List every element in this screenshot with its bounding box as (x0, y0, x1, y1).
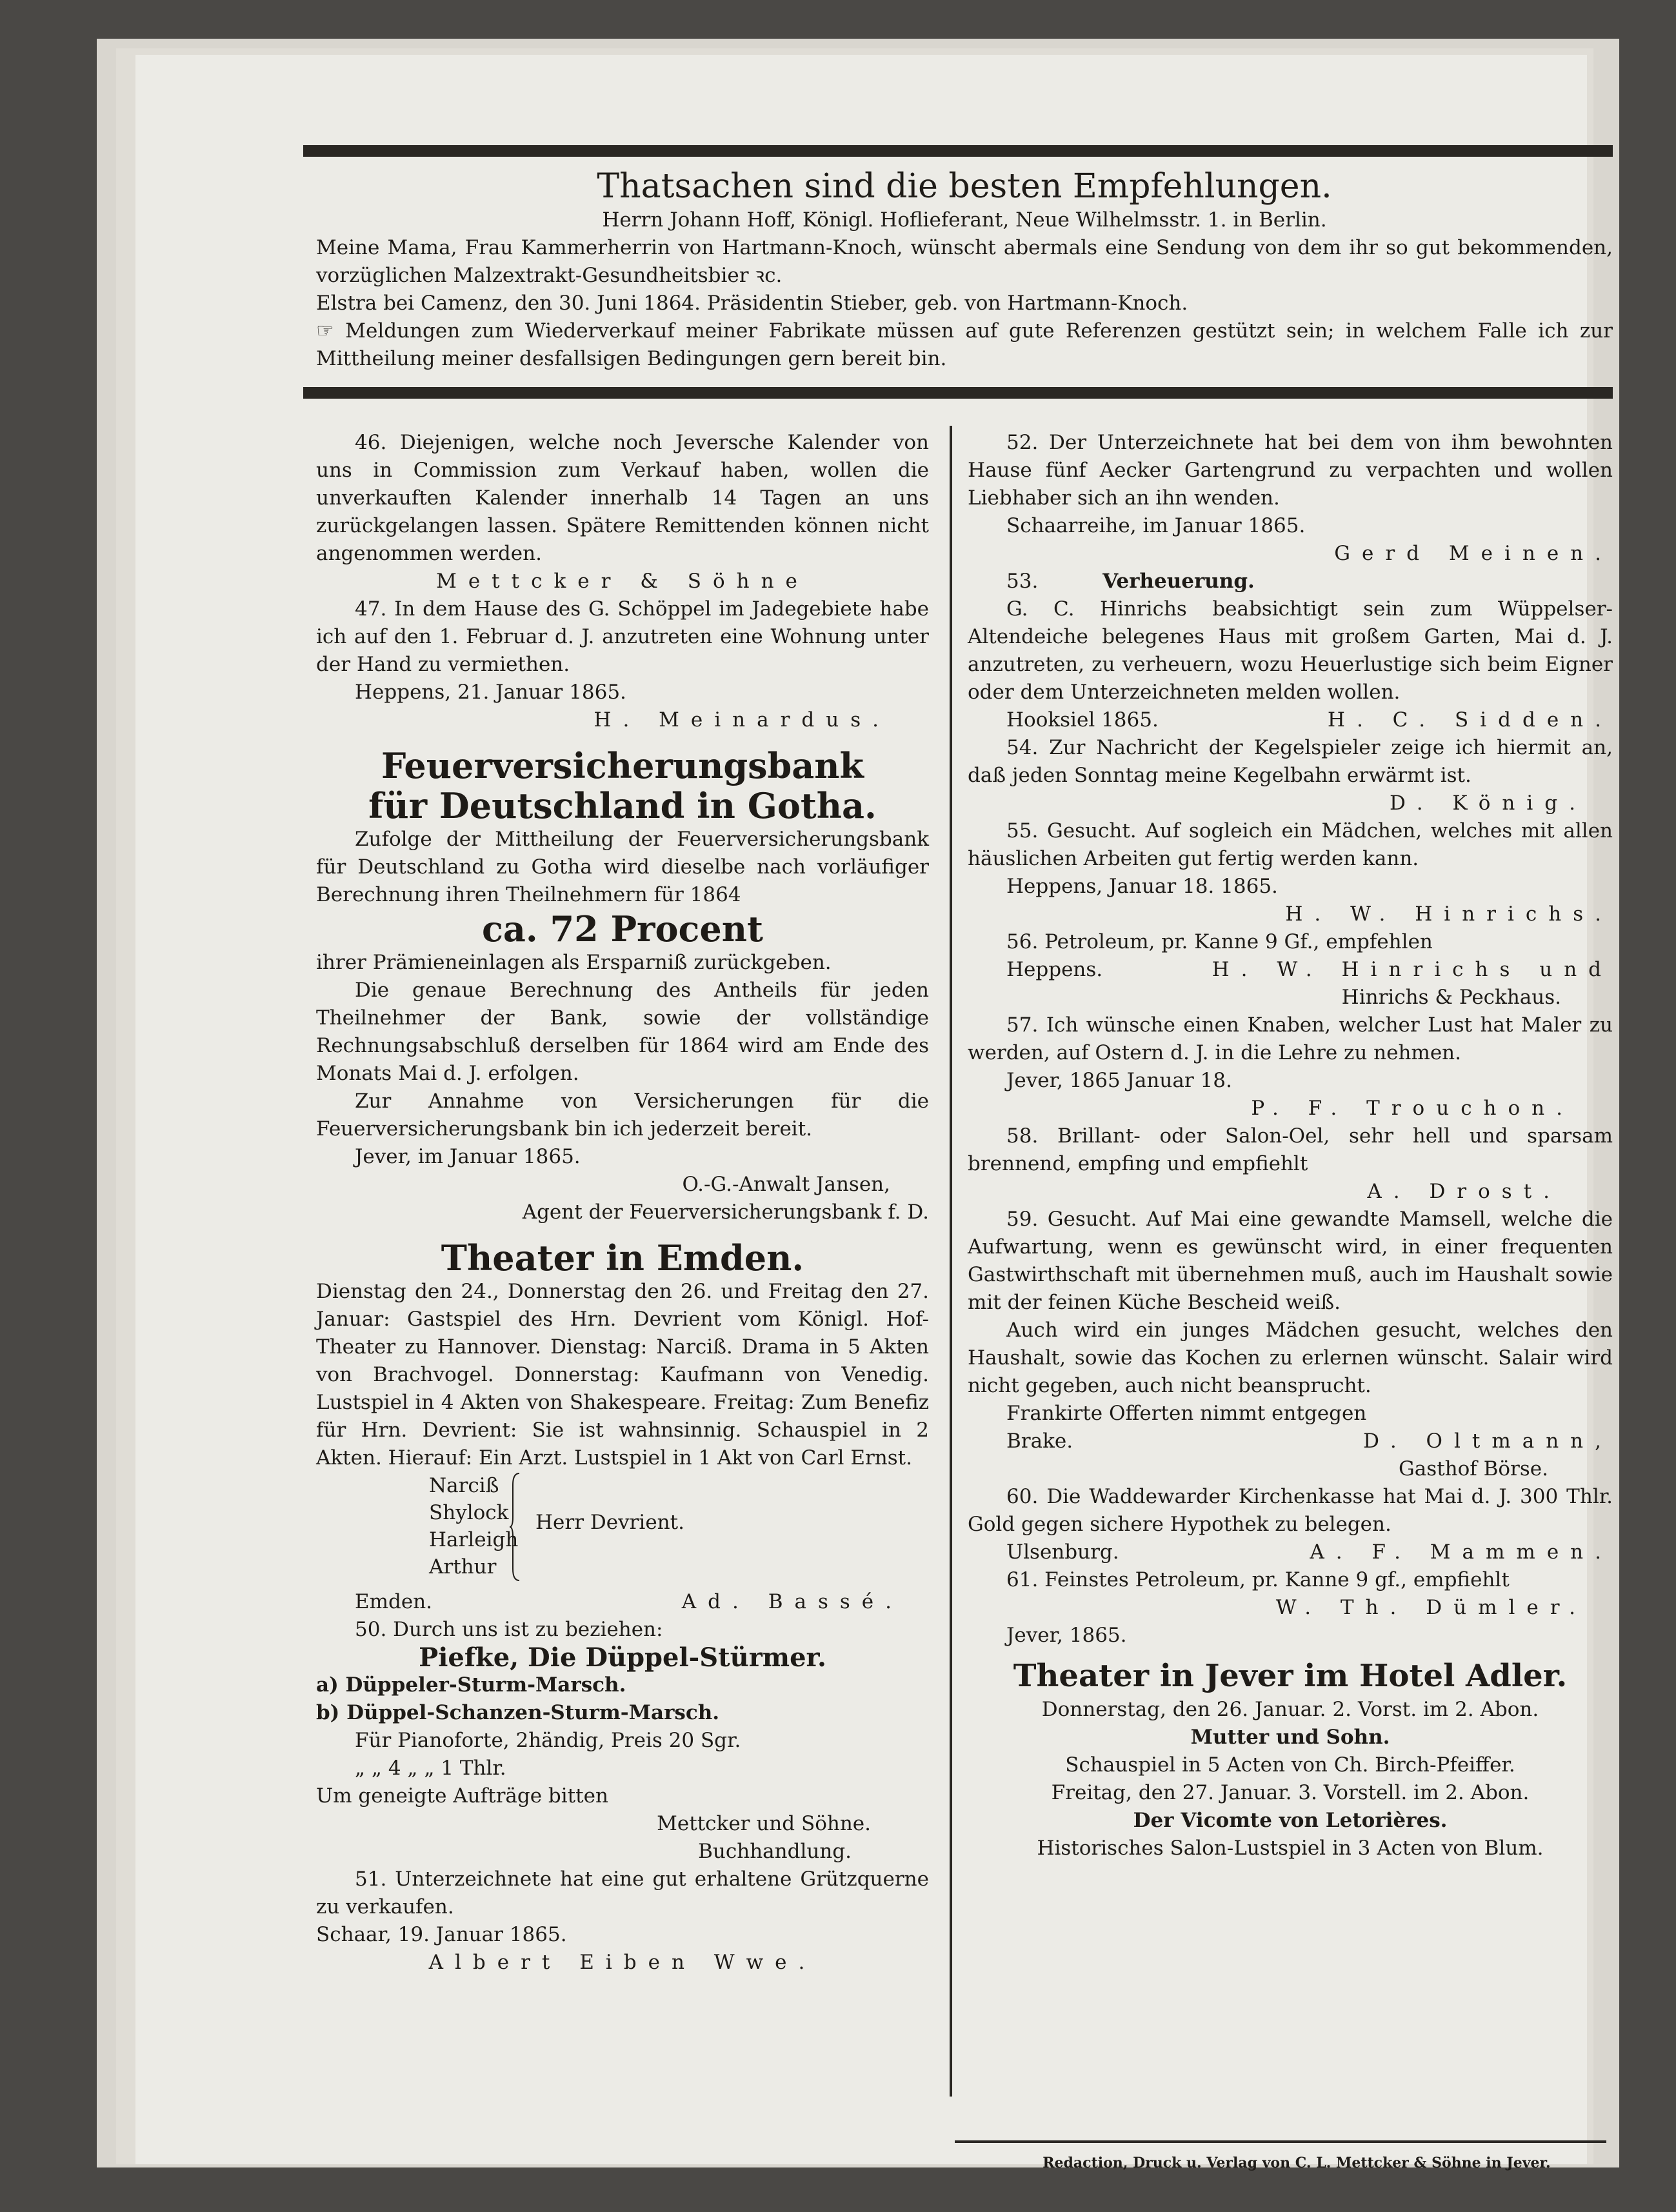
notice-47-signature: H. Meinardus. (594, 708, 890, 732)
notice-55: 55. Gesucht. Auf sogleich ein Mädchen, welches mit allen häuslichen Arbeiten gut fertig werden kann. (968, 819, 1613, 870)
notice-50: 50. Durch uns ist zu beziehen: (355, 1618, 663, 1641)
notice-57: 57. Ich wünsche einen Knaben, welcher Lust hat Maler zu werden, auf Ostern d. J. in die Lehre zu nehmen. (968, 1013, 1613, 1064)
role-name: Arthur (429, 1555, 497, 1579)
notice-46: 46. Diejenigen, welche noch Jeversche Kalender von uns in Commission zum Verkauf haben, wollen die unverkauften Kalender innerhalb 14 Tagen an uns zurückgelangen lassen. Spätere Remittenden können nicht angenommen werden. (316, 431, 929, 565)
footer-rule (955, 2140, 1606, 2143)
roles-block (316, 1472, 929, 1588)
column-divider (950, 426, 952, 2097)
role-name: Harleigh (429, 1528, 519, 1551)
notice-60-place: Ulsenburg. (1006, 1540, 1119, 1564)
header-line4: ☞ Meldungen zum Wiederverkauf meiner Fabrikate müssen auf gute Referenzen gestützt sein; in welchem Falle ich zur Mittheilung meiner desfallsigen Bedingungen gern bereit bin. (316, 319, 1613, 370)
notice-59-footer (968, 1428, 1613, 1455)
notice-56-signature-2: Hinrichs & Peckhaus. (1341, 986, 1561, 1009)
role-name: Shylock (429, 1501, 509, 1524)
role-person: Herr Devrient. (535, 1511, 684, 1534)
notice-54: 54. Zur Nachricht der Kegelspieler zeige ich hiermit an, daß jeden Sonntag meine Kegelbahn erwärmt ist. (968, 736, 1613, 787)
insurance-signature-2: Agent der Feuerversicherungsbank f. D. (522, 1201, 929, 1224)
header-block (316, 166, 1613, 373)
notice-54-signature: D. König. (1389, 792, 1587, 815)
notice-50-price-1: Für Pianoforte, 2händig, Preis 20 Sgr. (355, 1729, 741, 1752)
notice-58-signature: A. Drost. (1367, 1180, 1561, 1203)
notice-50-request: Um geneigte Aufträge bitten (316, 1784, 608, 1808)
theater-jever-line3: Schauspiel in 5 Acten von Ch. Birch-Pfeiffer. (1065, 1753, 1515, 1777)
notice-53-number: 53. (1006, 570, 1039, 593)
theater-emden-text: Dienstag den 24., Donnerstag den 26. und Freitag den 27. Januar: Gastspiel des Hrn. Devrient vom Königl. Hof-Theater zu Hannover. Dienstag: Narciß. Drama in 5 Akten von Brachvogel. Donnerstag: Kaufmann von Venedig. Lustspiel in 4 Akten von Shakespeare. Freitag: Zum Benefiz für Hrn. Devrient: Sie ist wahnsinnig. Schauspiel in 2 Akten. Hierauf: Ein Arzt. Lustspiel in 1 Akt von Carl Ernst. (316, 1280, 929, 1470)
notice-53: G. C. Hinrichs beabsichtigt sein zum Wüppelser-Altendeiche belegenes Haus mit großem Garten, Mai d. J. anzutreten, zu verheuern, wozu Heuerlustige sich beim Eigner oder dem Unterzeichneten melden wollen. (968, 597, 1613, 704)
notice-60-signature: A. F. Mammen. (1310, 1540, 1613, 1564)
theater-jever-line1: Donnerstag, den 26. Januar. 2. Vorst. im 2. Abon. (1041, 1698, 1539, 1721)
notice-53-footer (968, 706, 1613, 734)
notice-59-signature-2: Gasthof Börse. (1399, 1457, 1548, 1480)
notice-47-date: Heppens, 21. Januar 1865. (355, 681, 626, 704)
notice-51: 51. Unterzeichnete hat eine gut erhaltene Grützquerne zu verkaufen. (316, 1868, 929, 1918)
notice-53-signature: H. C. Sidden. (1327, 708, 1613, 732)
theater-jever-line2: Mutter und Sohn. (1190, 1726, 1390, 1749)
notice-46-signature: Mettcker & Söhne (436, 570, 809, 593)
notice-59-c: Frankirte Offerten nimmt entgegen (1006, 1402, 1367, 1425)
notice-50-title: Piefke, Die Düppel-Stürmer. (419, 1642, 826, 1673)
header-line1: Herrn Johann Hoff, Königl. Hoflieferant, Neue Wilhelmsstr. 1. in Berlin. (602, 208, 1327, 232)
notice-61-signature: W. Th. Dümler. (1275, 1596, 1587, 1619)
header-line2: Meine Mama, Frau Kammerherrin von Hartmann-Knoch, wünscht abermals eine Sendung von dem ihr so gut bekommenden, vorzüglichen Malzextrakt-Gesundheitsbier ꝛc. (316, 236, 1613, 287)
notice-51-signature: Albert Eiben Wwe. (428, 1951, 817, 1974)
role-name: Narciß (429, 1474, 499, 1497)
theater-jever-title: Theater in Jever im Hotel Adler. (1013, 1658, 1568, 1694)
notice-53-heading (968, 568, 1613, 595)
notice-56: 56. Petroleum, pr. Kanne 9 Gf., empfehlen (1006, 930, 1433, 953)
notice-56-footer (968, 956, 1613, 984)
roles-list (429, 1472, 518, 1580)
notice-55-date: Heppens, Januar 18. 1865. (1006, 875, 1278, 898)
notice-50-item-b: b) Düppel-Schanzen-Sturm-Marsch. (316, 1701, 720, 1724)
notice-51-date: Schaar, 19. Januar 1865. (316, 1923, 567, 1946)
notice-52: 52. Der Unterzeichnete hat bei dem von ihm bewohnten Hause fünf Aecker Gartengrund zu verpachten und wollen Liebhaber sich an ihn wenden. (968, 431, 1613, 510)
imprint-footer: Redaction, Druck u. Verlag von C. L. Mettcker & Söhne in Jever. (1043, 2155, 1551, 2171)
insurance-signature-1: O.-G.-Anwalt Jansen, (682, 1173, 890, 1196)
notice-60: 60. Die Waddewarder Kirchenkasse hat Mai d. J. 300 Thlr. Gold gegen sichere Hypothek zu belegen. (968, 1485, 1613, 1536)
notice-61: 61. Feinstes Petroleum, pr. Kanne 9 gf., empfiehlt (1006, 1568, 1510, 1591)
notice-56-signature-1: H. W. Hinrichs und (1212, 958, 1613, 981)
notice-59-signature-1: D. Oltmann, (1363, 1430, 1613, 1453)
notice-53-title: Verheuerung. (1102, 570, 1255, 593)
curly-brace-icon (510, 1472, 523, 1582)
insurance-title-1: Feuerversicherungsbank (381, 745, 864, 786)
notice-52-signature: Gerd Meinen. (1334, 542, 1613, 565)
notice-50-signature-1: Mettcker und Söhne. (657, 1812, 871, 1835)
header-title: Thatsachen sind die besten Empfehlungen. (597, 167, 1332, 206)
theater-jever-line6: Historisches Salon-Lustspiel in 3 Acten von Blum. (1037, 1837, 1544, 1860)
notice-61-date: Jever, 1865. (1006, 1624, 1127, 1647)
theater-emden-signature: Ad. Bassé. (681, 1590, 903, 1613)
insurance-para-2: ihrer Prämieneinlagen als Ersparniß zurückgeben. (316, 951, 832, 974)
header-bottom-rule (303, 387, 1613, 399)
notice-56-place: Heppens. (1006, 958, 1103, 981)
theater-emden-place: Emden. (355, 1590, 433, 1613)
header-top-rule (303, 145, 1613, 157)
insurance-title-2: für Deutschland in Gotha. (368, 785, 877, 826)
insurance-para-1: Zufolge der Mittheilung der Feuerversicherungsbank für Deutschland zu Gotha wird dieselbe nach vorläufiger Berechnung ihren Theilnehmern für 1864 (316, 828, 929, 906)
notice-57-signature: P. F. Trouchon. (1251, 1097, 1574, 1120)
notice-53-date: Hooksiel 1865. (1006, 708, 1159, 732)
notice-60-footer (968, 1539, 1613, 1566)
notice-47: 47. In dem Hause des G. Schöppel im Jadegebiete habe ich auf den 1. Februar d. J. anzutreten eine Wohnung unter der Hand zu vermiethen. (316, 597, 929, 676)
insurance-para-3: Die genaue Berechnung des Antheils für jeden Theilnehmer der Bank, sowie der vollständige Rechnungsabschluß derselben für 1864 wird am Ende des Monats Mai d. J. erfolgen. (316, 979, 929, 1085)
theater-jever-line4: Freitag, den 27. Januar. 3. Vorstell. im 2. Abon. (1051, 1781, 1530, 1804)
notice-57-date: Jever, 1865 Januar 18. (1006, 1069, 1232, 1092)
notice-59-place: Brake. (1006, 1430, 1073, 1453)
notice-50-price-2: „ „ 4 „ „ 1 Thlr. (355, 1757, 506, 1780)
notice-52-date: Schaarreihe, im Januar 1865. (1006, 514, 1306, 537)
theater-emden-footer (316, 1588, 929, 1616)
theater-emden-title: Theater in Emden. (441, 1237, 804, 1279)
notice-50-item-a: a) Düppeler-Sturm-Marsch. (316, 1673, 626, 1697)
notice-55-signature: H. W. Hinrichs. (1285, 902, 1613, 926)
theater-jever-line5: Der Vicomte von Letorières. (1133, 1809, 1448, 1832)
right-column (968, 429, 1613, 1862)
insurance-percent: ca. 72 Procent (482, 908, 763, 950)
header-line3: Elstra bei Camenz, den 30. Juni 1864. Präsidentin Stieber, geb. von Hartmann-Knoch. (316, 292, 1188, 315)
notice-59: 59. Gesucht. Auf Mai eine gewandte Mamsell, welche die Aufwartung, wenn es gewünscht wird, in einer frequenten Gastwirthschaft mit übernehmen muß, auch im Haushalt sowie mit der feinen Küche Bescheid weiß. (968, 1208, 1613, 1314)
notice-50-signature-2: Buchhandlung. (698, 1840, 852, 1863)
insurance-para-4: Zur Annahme von Versicherungen für die Feuerversicherungsbank bin ich jederzeit bereit. (316, 1090, 929, 1141)
insurance-date: Jever, im Januar 1865. (355, 1145, 581, 1168)
left-column (316, 429, 929, 1977)
notice-58: 58. Brillant- oder Salon-Oel, sehr hell und sparsam brennend, empfing und empfiehlt (968, 1124, 1613, 1175)
notice-59-b: Auch wird ein junges Mädchen gesucht, welches den Haushalt, sowie das Kochen zu erlernen wünscht. Salair wird nicht gegeben, auch nicht beansprucht. (968, 1319, 1613, 1397)
